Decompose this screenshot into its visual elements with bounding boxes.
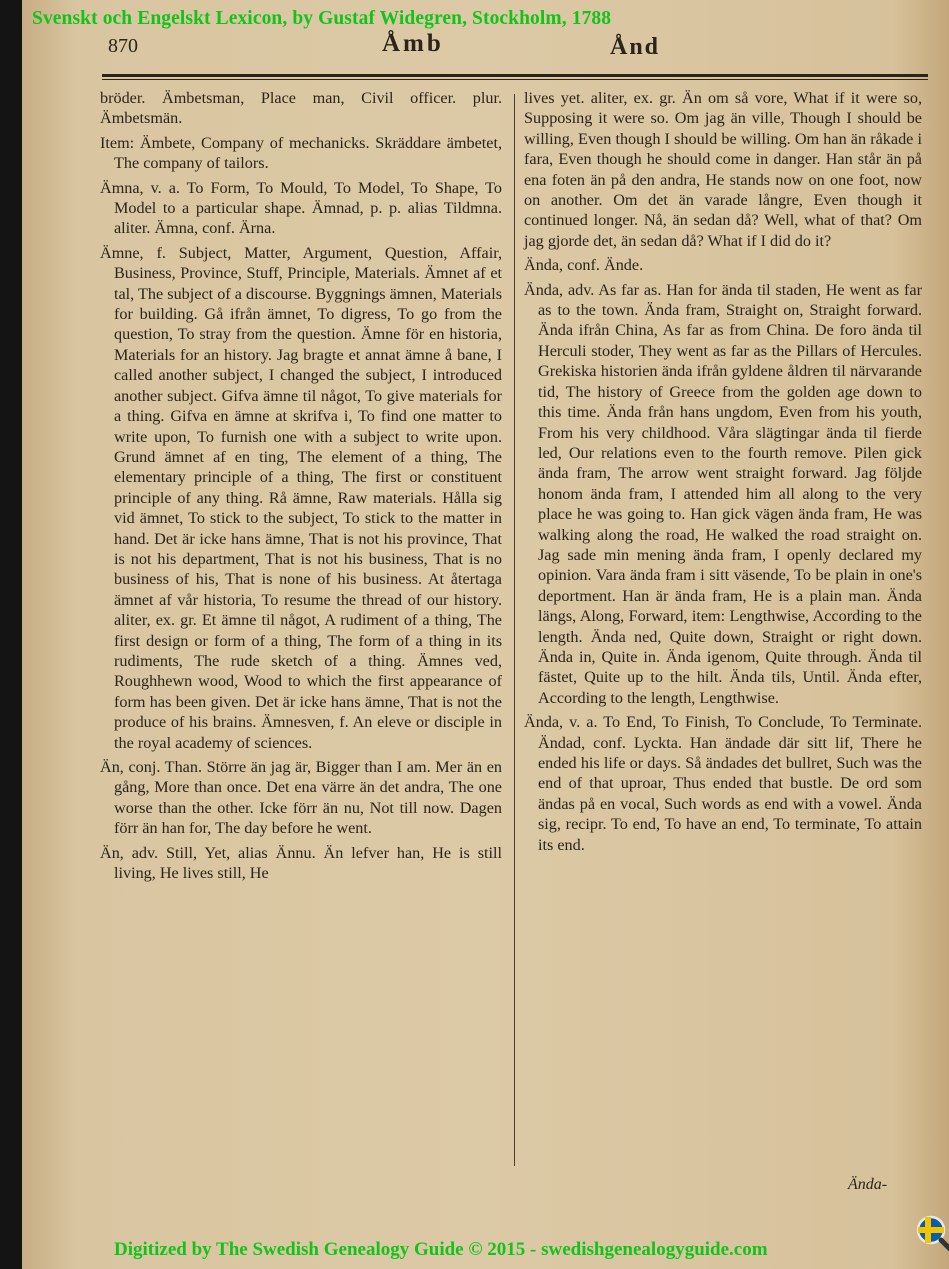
entry-paragraph: Ända, v. a. To End, To Finish, To Conclude, To Terminate. Ändad, conf. Lyckta. Han ändade där sitt lif, There he ended his life or days. Så ändades det bullret, Such was the end of that uproar, Thus ended that bustle. De ord som ändas på en vocal, Such words as end with a vowel. Ända sig, recipr. To end, To have an end, To terminate, To attain its end. bbox=[524, 713, 922, 854]
entry-paragraph: Item: Ämbete, Company of mechanicks. Skräddare ämbetet, The company of tailors. bbox=[100, 133, 502, 173]
entry-paragraph: Ända, adv. As far as. Han for ända til staden, He went as far as to the town. Ända fram, Straight on, Straight forward. Ända ifrån China, As far as from China. De foro ända til Herculi stoder, They went as far as the Pillars of Hercules. Grekiska historien ända ifrån gyldene åldren til närvarande tid, The history of Greece from the golden age down to this time. Ända från hans ungdom, Even from his youth, From his very childhood. Våra slägtingar ända til fierde led, Our relations even to the fourth remove. Pilen gick ända fram, The arrow went straight forward. Jag följde honom ända fram, I attended him all along to the very place he was going to. Han gick vägen ända fram, He was walking along the road, He walked the road straight on. Jag sade min mening ända fram, I openly declared my opinion. Vara ända fram i sitt väsende, To be plain in one's deportment. Han är ända fram, He is a plain man. Ända längs, Along, Forward, item: Lengthwise, According to the length. Ända ned, Quite down, Straight or right down. Ända in, Quite in. Ända igenom, Quite through. Ända til fästet, Quite up to the hilt. Ända tils, Until. Ända efter, According to the length, Lengthwise. bbox=[524, 280, 922, 707]
column-divider bbox=[514, 94, 515, 1166]
left-column bbox=[100, 88, 502, 887]
running-head-left: Åmb bbox=[382, 30, 444, 57]
running-head-right: Ånd bbox=[610, 34, 661, 60]
entry-paragraph: Ända, conf. Ände. bbox=[524, 256, 644, 275]
top-banner: Svenskt och Engelskt Lexicon, by Gustaf Widegren, Stockholm, 1788 bbox=[32, 8, 612, 29]
right-column bbox=[524, 88, 922, 859]
entry-paragraph: bröder. Ämbetsman, Place man, Civil officer. plur. Ämbetsmän. bbox=[100, 89, 502, 128]
entry-paragraph: lives yet. aliter, ex. gr. Än om så vore, What if it were so, Supposing it were so. Om jag än ville, Though I should be willing, Even though I should be willing. Om han än råkade i fara, Even though he should come in danger. Han står än på ena foten än på den andra, He stands now on one foot, now on another. Om det än varade långre, Even though it continued longer. Nå, än sedan då? Well, what of that? Om jag gjorde det, än sedan då? What if I did do it? bbox=[524, 89, 922, 250]
entry-paragraph: Ämna, v. a. To Form, To Mould, To Model, To Shape, To Model to a particular shape. Ämnad, p. p. alias Tildmna. aliter. Ämna, conf. Ärna. bbox=[100, 178, 502, 238]
entry-paragraph: Ämne, f. Subject, Matter, Argument, Question, Affair, Business, Province, Stuff, Principle, Materials. Ämnet af et tal, The subject of a discourse. Byggnings ämnen, Materials for building. Gå ifrån ämnet, To digress, To go from the question, To stray from the question. Ämne för en historia, Materials for an history. Jag bragte et annat ämne å bane, I called another subject, I changed the subject, I introduced another subject. Gifva ämne til något, To give materials for a thing. Gifva en ämne at skrifva i, To find one matter to write upon, To furnish one with a subject to write upon. Grund ämnet af en ting, The element of a thing, The elementary principle of a thing, The first or constituent principle of any thing. Rå ämne, Raw materials. Hålla sig vid ämnet, To stick to the subject, To stick to the matter in hand. Det är icke hans ämne, That is not his province, That is not his department, That is not his business, That is no business of his, That is none of his business. At återtaga ämnet af vår historia, To resume the thread of our history. aliter, ex. gr. Et ämne til något, A rudiment of a thing, The first design or form of a thing, The form of a thing in its rudiments, The rude sketch of a thing. Ämnes ved, Roughhewn wood, Wood to which the first appearance of form has been given. Det är icke hans ämne, That is not the produce of his brains. Ämnesven, f. An eleve or disciple in the royal academy of sciences. bbox=[100, 243, 502, 752]
catchword: Ända- bbox=[848, 1176, 888, 1193]
entry-paragraph: Än, conj. Than. Större än jag är, Bigger than I am. Mer än en gång, More than once. Det ena värre än det andra, The one worse than the other. Icke förr än nu, Not till now. Dagen förr än han for, The day before he went. bbox=[100, 758, 502, 838]
entry-paragraph: Än, adv. Still, Yet, alias Ännu. Än lefver han, He is still living, He lives still, He bbox=[100, 843, 502, 883]
bottom-banner: Digitized by The Swedish Genealogy Guide © 2015 - swedishgenealogyguide.com bbox=[114, 1239, 768, 1260]
header-rule-thin bbox=[102, 79, 928, 80]
page-number: 870 bbox=[108, 35, 138, 57]
scanned-page bbox=[22, 0, 949, 1269]
swedish-flag-magnifier-icon bbox=[914, 1213, 949, 1257]
header-rule bbox=[102, 74, 928, 77]
